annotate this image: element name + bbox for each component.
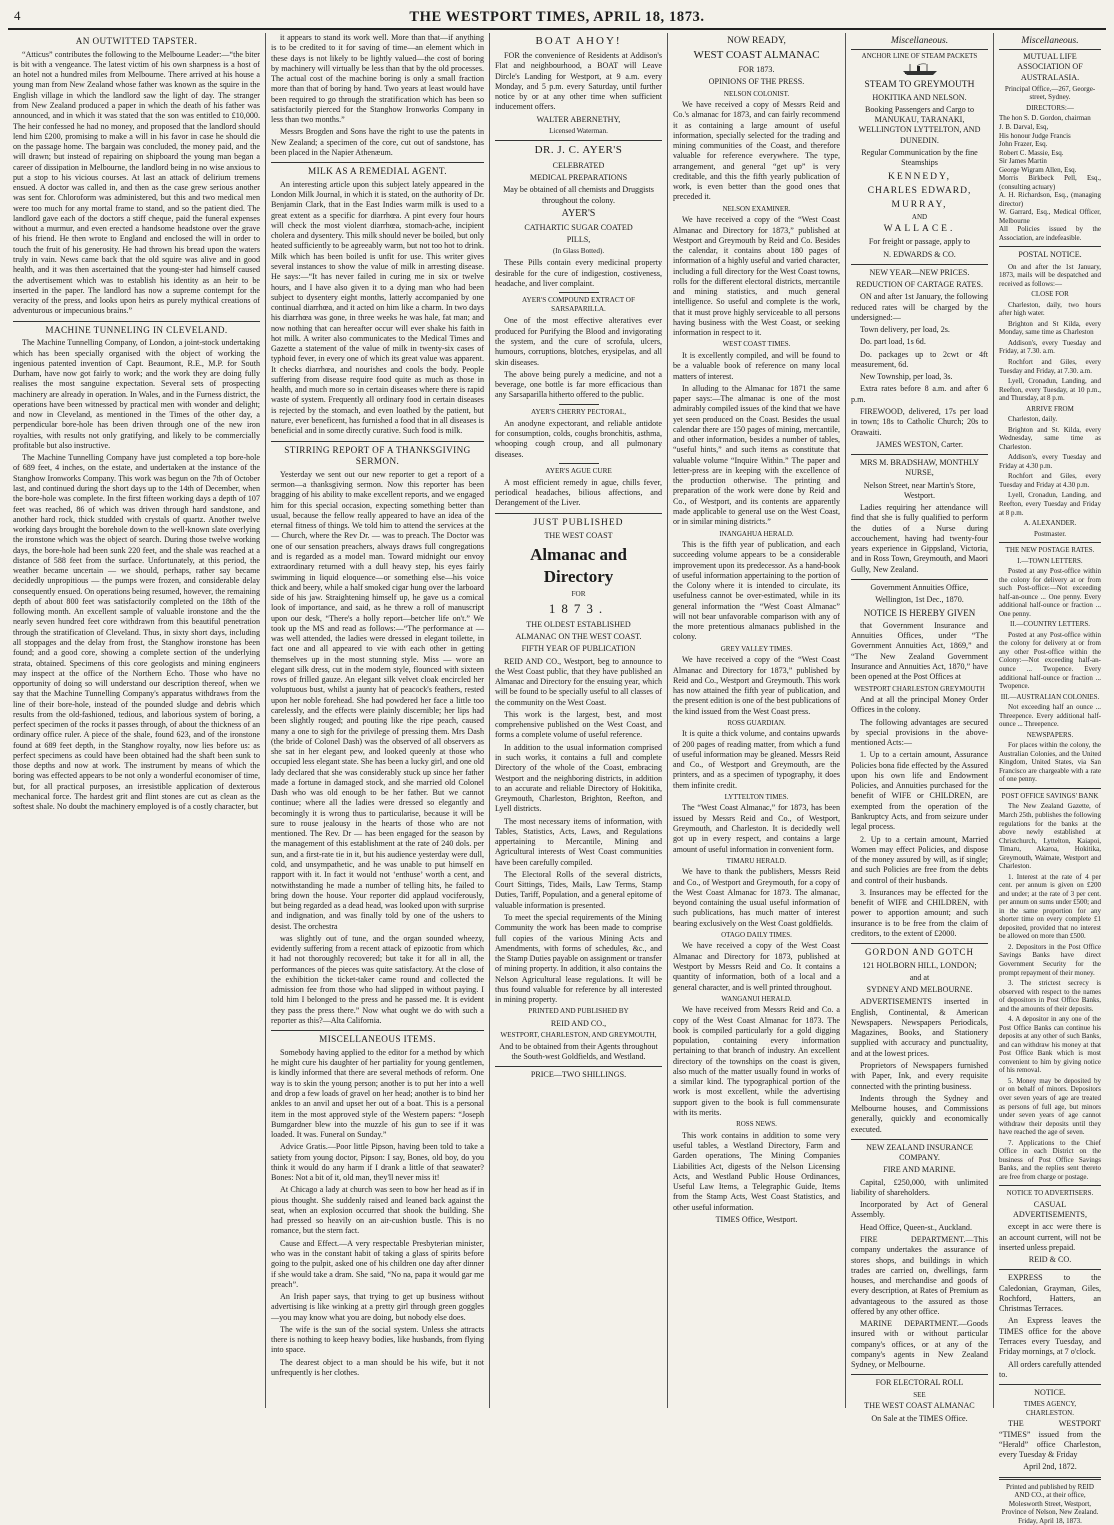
mail-line: Charleston, daily. xyxy=(1008,415,1058,424)
divider xyxy=(999,1185,1101,1186)
ad-heading: GORDON AND GOTCH xyxy=(864,947,974,958)
column-6 xyxy=(994,33,1106,1525)
ad-heading: JUST PUBLISHED xyxy=(533,517,624,528)
ad-text: THE WESTPORT “TIMES” issued from the “Herald” office Charleston, every Tuesday & Friday xyxy=(999,1419,1101,1460)
section-heading: Miscellaneous. xyxy=(1021,36,1079,46)
ad-text: And to be obtained from their Agents throughout the South-west Goldfields, and Westland. xyxy=(499,1041,658,1062)
ad-text: Indents through the Sydney and Melbourne houses, and Commissions generally, quickly and economically executed. xyxy=(851,1093,988,1134)
list-item: 1. Interest at the rate of 4 per cent. per annum is given on £200 and under; at the rate of 3 per cent. per annum on sums under £500; and in the same proportion for any shorter time on every complete £1 deposited, provided that no interest be allowed on more than £500. xyxy=(999,872,1101,941)
list-item: 4. A depositor in any one of the Post Office Banks can continue his deposits at any other of such Banks, and can withdraw his money at that Post Office Bank which is most convenient to him by giving notice of his removal. xyxy=(999,1015,1101,1075)
press-quote: This is the fifth year of publication, and each succeeding volume appears to be a considerable improvement upon its predecessor. As a hand-book of useful information appertaining to the portion of the Colony where it is intended to circulate, its usefulness cannot be over-estimated, while in its general information the “West Coast Almanac” will not bear unfavorable comparison with any of the more pretentious almanacs published in the colony. xyxy=(673,540,840,642)
ad-text: Principal Office,—267, George-street, Sydney. xyxy=(1004,84,1096,102)
divider xyxy=(851,579,988,580)
director: The hon S. D. Gordon, chairman xyxy=(999,114,1091,123)
divider xyxy=(559,404,599,405)
ad-text: EXPRESS to the Caledonian, Grayman, Giles, Rochford, Hatters, an Christmas Terraces. xyxy=(999,1273,1101,1314)
press-quote: We have received a copy of the West Coast Almanac and Directory for 1873, published at Westport by Messrs Reid and Co. It contains a quantity of information, both of a local and a general character, and is well printed throughout. xyxy=(673,941,840,992)
ad-text: A most efficient remedy in ague, chills fever, periodical headaches, bilious affections, and Derangement of the Liver. xyxy=(495,477,662,508)
article-paragraph: An interesting article upon this subject lately appeared in the London Milk Journal, in which it is stated, on the authority of Dr. Benjamin Clark, that in the East Indies warm milk is used to a great extent as a specific for diarrhœa. A pint every four hours will check the most violent diarrhœa, stomach-ache, incipient cholera and dysentery. This milk should never be boiled, but only heated sufficiently to be agreeably warm, but not too hot to drink. Milk which has been boiled is unfit for use. This writer gives several instances to show the value of milk in arresting disease. He says:—“It has never failed in curing me in six or twelve hours, and I have also given it to a dying man who had been subject to dysentery eight months, latterly accompanied by one continual diarrhœa, and it acted on him like a charm. In two days his diarrhœa was gone, in three weeks he was hale, fat man; and now nothing that can hereafter occur will ever shake his faith in hot milk. A writer also communicates to the Medical Times and Gazette a statement of the value of milk in twenty-six cases of typhoid fever, in every one of which its great value was apparent. It checks diarrhœa, and nourishes and cools the body. People suffering from disease require food quite as much as those in health, and much more so in certain diseases where there is rapid waste of system. Frequently all ordinary food in certain diseases is rejected by the stomach, and even loathed by the patient, but nature, ever beneficent, has furnished a food that in all diseases is beneficial and in some directly curative. Such food is milk. xyxy=(271,179,484,436)
ad-subheading: REDUCTION OF CARTAGE RATES. xyxy=(855,280,984,290)
ad-text: SEE xyxy=(913,1390,926,1399)
article-paragraph: Messrs Brogden and Sons have the right to use the patents in New Zealand; a specimen of the core, cut out of sandstone, has been placed in the Napier Athenæum. xyxy=(271,127,484,157)
ship-name: KENNEDY, xyxy=(887,171,952,182)
ad-subheading: III.—AUSTRALIAN COLONIES. xyxy=(1000,692,1100,701)
ad-subheading: TIMES AGENCY, CHARLESTON. xyxy=(1023,1400,1077,1417)
column-2 xyxy=(266,33,490,1408)
ad-text: ON and after 1st January, the following reduced rates will be charged by the undersigned:— xyxy=(851,292,988,322)
ad-text: Wellington, 1st Dec., 1870. xyxy=(875,595,964,605)
ad-text: WESTPORT CHARLESTON GREYMOUTH xyxy=(854,684,985,693)
divider xyxy=(851,454,988,455)
almanac-year: 1873. xyxy=(548,601,609,617)
ad-subheading: ALMANAC ON THE WEST COAST. xyxy=(515,632,642,642)
ad-heading: NOW READY, xyxy=(727,36,786,46)
list-item: 7. Applications to the Chief Office in each District on the business of Post Office Savings Banks, and the replies sent thereto are free from charge or postage. xyxy=(999,1138,1101,1181)
ad-text: This work is the largest, best, and most comprehensive published on the West Coast, and forms a complete volume of useful reference. xyxy=(495,709,662,740)
divider xyxy=(495,140,662,141)
list-item: 5. Money may be deposited by or on behalf of minors. Depositors over seven years of age are treated as persons of full age, but minors under seven years of age cannot withdraw their deposits until they have reached the age of seven. xyxy=(999,1076,1101,1137)
article-paragraph: Advice Gratis.—Poor little Pipson, having been told to take a satiety from young doctor, Pipson: I say, Bones, old boy, do you think it would do any harm if I drank a little of that seawater? Bones: Not a bit of it, old man, they'll never miss it! xyxy=(271,1142,484,1183)
divider xyxy=(271,162,484,163)
ad-signature: JAMES WESTON, Carter. xyxy=(876,439,963,449)
ad-text: Booking Passengers and Cargo to MANUKAU, TARANAKI, WELLINGTON LYTTELTON, AND DUNEDIN. xyxy=(858,104,981,145)
mail-line: Rochfort and Giles, every Tuesday and Friday at 4.30 p.m. xyxy=(999,472,1101,489)
rate-line: Do. packages up to 2cwt or 4ft measurement, 6d. xyxy=(851,349,988,369)
article-paragraph: Cause and Effect.—A very respectable Presbyterian minister, who was in the constant habit of taking a glass of spirits before going to the pulpit, asked one of his children one day after dinner if she would take a dram. She said, “No na, papa it would gar me preach”. xyxy=(271,1238,484,1289)
list-item: 2. Depositors in the Post Office Savings Banks have direct Government Security for the prompt repayment of their money. xyxy=(999,942,1101,977)
divider xyxy=(999,49,1101,50)
ad-text: FOR the convenience of Residents at Addison's Flat and neighbourhood, a BOAT will Leave Dircle's Landing for Westport, at 9 a.m. every Monday, and 5 p.m. every Saturday, until further notice by or at any other time when sufficient inducement offers. xyxy=(495,50,662,112)
rate-line: New Township, per load, 3s. xyxy=(860,372,953,382)
ad-signature-title: Postmaster. xyxy=(1033,529,1067,538)
ad-heading: THE NEW POSTAGE RATES. xyxy=(1005,546,1095,555)
column-5 xyxy=(846,33,994,1423)
ad-text: ADVERTISEMENTS inserted in English, Continental, & American Newspapers. Newspapers Periodicals, Magazines, Books, and Stationery supplied with accuracy and punctuality, and at the lowest prices. xyxy=(851,997,988,1058)
divider xyxy=(559,292,599,293)
page-number: 4 xyxy=(14,8,21,23)
ad-text: One of the most effective alteratives ever produced for Purifying the Blood and invigorating the system, and the cure of scrofula, ulcers, humours, corruptions, blotches, erysipelas, and all skin diseases. xyxy=(495,316,662,367)
ad-subheading: WESTPORT, CHARLESTON, AND GREYMOUTH, xyxy=(500,1030,657,1039)
list-item: 1. Up to a certain amount, Assurance Policies bona fide effected by the Assured upon his own life and Endowment Policies, and Annuities purchased for the benefit of WIFE or CHILDREN, are exempted from the operation of the Bankruptcy Acts, and from seizure under legal process. xyxy=(851,750,988,832)
newspaper-title: THE WESTPORT TIMES, APRIL 18, 1873. xyxy=(409,8,705,25)
press-quote: We have received a copy of Messrs Reid and Co.'s almanac for 1873, and can fairly recommend it as containing a large amount of useful information, specially selected for the trading and mining communities of the Coast, and therefore valuable for reference everywhere. The type, arrangement, and general “get up” is very creditable, and this the fifth yearly publication of work, is even better than the good ones that preceded it. xyxy=(673,100,840,202)
press-quote: This work contains in addition to some very useful tables, a Westland Directory, Farm and Garden operations, The Mining Companies Liabilities Act, digests of the Nelson Licensing Acts, and Westland Public House Ordinances, Useful Law Items, a Telegraphic Guide, Items from the Stamp Acts, West Coast Statistics, and other useful information. xyxy=(673,1130,840,1212)
ad-text: On Sale at the TIMES Office. xyxy=(871,1413,968,1423)
director: A. H. Richardson, Esq., (managing director) xyxy=(999,191,1101,208)
ad-subheading: SYDNEY AND MELBOURNE. xyxy=(866,985,973,995)
divider xyxy=(13,321,260,322)
rate-text: Posted at any Post-office within the colony for delivery at or from any other Post-office within the Colony:—Not exceeding half-an-ounce ... Twopence. Every additional half-ounce or fraction ... Twopence. xyxy=(999,630,1101,691)
press-source: ROSS NEWS. xyxy=(736,1120,777,1129)
ad-text: and at xyxy=(909,972,930,982)
ad-subheading: PILLS, xyxy=(566,234,591,244)
ad-text: FIRE DEPARTMENT.—This company undertakes the assurance of stores shops, and buildings in which trades are carried on, dwellings, farm houses, and merchandise and goods of every description, at Rates of Premium as advantageous to the assured as those offered by any other office. xyxy=(851,1234,988,1316)
ad-text: (In Glass Botted). xyxy=(552,247,605,256)
almanac-title: Almanac and Directory xyxy=(530,545,627,586)
ad-heading: NOTICE TO ADVERTISERS. xyxy=(1006,1189,1094,1198)
imprint: Printed and published by REID AND CO., at their office, Molesworth Street, Westport, Province of Nelson, New Zealand. Friday, April 18, 1873. xyxy=(1001,1482,1099,1525)
ad-signature: REID & CO. xyxy=(1028,1255,1072,1265)
ad-subheading: AYER'S xyxy=(561,208,596,219)
mail-line: Addison's, every Tuesday and Friday, at 7.30. a.m. xyxy=(999,338,1101,356)
section-heading: Miscellaneous. xyxy=(890,36,949,46)
ad-subheading: AYER'S AGUE CURE xyxy=(545,466,612,475)
ad-signature: TIMES Office, Westport. xyxy=(715,1214,798,1224)
mail-line: Addison's, every Tuesday and Friday at 4.30 p.m. xyxy=(999,453,1101,470)
ad-subheading: CLOSE FOR xyxy=(1031,290,1069,299)
director-list xyxy=(999,114,1101,242)
ad-subheading: Government Annuities Office, xyxy=(870,583,969,592)
ad-heading: ANCHOR LINE OF STEAM PACKETS xyxy=(861,52,978,61)
divider xyxy=(999,246,1101,247)
press-quote: It is quite a thick volume, and contains upwards of 200 pages of reading matter, from which a fund of useful information may be gleaned. Messrs Reid and Co., of Westport and Greymouth, are the printers, and as a specimen of typography, it does them infinite credit. xyxy=(673,729,840,790)
article-paragraph: Yesterday we sent out our new reporter to get a report of a sermon—a thanksgiving sermon. Now this reporter has been bragging of his ability to make excellent reports, and we engaged him for this special occasion, expecting something better than usual, because the fellow really appeared to have an idea of the eternal fitness of things. We told him to attend the services at the — Church, where the Rev Dr. — was to preach. The Doctor was one of our sensation preachers, always draws full congregations and is regarded as a model man. Toward midnight our envoy extraordinary returned with a dull heavy step, his eyes fairly swimming in liquid eloquence—or something else—his voice thick and beery, while a half smoked cigar hung over the larboard side of his jaw. Straightening himself up, he gave us a comical look of importance, and said, as he threw a roll of manuscript upon our desk, “There's a holly report—betcher life on't.” We took up the MS and read as follows:—“The performance at — was well attended, the ladies were dressed in elegant toilette, in fact one and all appeared to vie with each other in getting themselves up in the most stunning style. Miss — wore an elegant silk dress, cut in the modern style, flounced with sixteen rows of frilled gauze. An elegant silk velvet cloak encircled her voluptuous bust, whilst a jaunty hat of peacock's feathers, rested upon her noble forehead. She had powdered her face a little too carelessly, and the effects were plainly discernible; her lips had been slightly rouged; and pouting like the ripe peach, caused many a one to sigh for the privilege of pressing them. Mrs Dash (the bride of Colonel Dash) was the observed of all observers as she sat in her elegant pew, and looked queenly at those who occupied less elegant state. She has been a lucky girl, and one old lady declared that she was considerably stuck up since her father made a fortune in damaged stock, and she married old Colonel Dash who was old enough to be her father. But we cannot continue; where all the ladies were dressed so elegantly and becomingly it is wrong thus to particularise, because it will be sure to rouse jealousy in the hearts of those who are not mentioned. The Rev. Dr — has been engaged for the season by the management of this establishment at the rate of 240 dols. per sun, and a first-rate tie in it, but his audience yesterday were dull, cold, and unsympathetic, and he was unable to put himself en rapport with it. In fact it would not ‘enthuse’ worth a cent, and notwithstanding he made a number of telling hits, he failed to bring down the house. Your reporter did applaud vociferously, but being regarded as a dead head, was looked upon with surprise and indignation, and was finally told by one of the ushers to desist. The orchestra xyxy=(271,469,484,931)
article-paragraph: “Atticus” contributes the following to the Melbourne Leader:—“the biter is bit with a vengeance. The latest victim of his own sharpness is a host of an hotel not a hundred miles from Melbourne. There arrived at his house a young man from New Zealand whose father was known as the squire in the English village in which the landlord saw the light of day. The stranger from New Zealand produced a paper in which the death of his father was announced, and in which it was stated that the son was entitled to £10,000. The heir confessed he had no money, and proposed that the landlord should lend him £200, promising to make a will in his favor in case he should die on the passage home. The bargain was concluded, the money paid, and the will drawn; but instead of repairing on shipboard the young man began a career of dissipation in Melbourne, the landlord being in no wise anxious to put a stop to his vicious courses. At last an attack of delirium tremens ensued. A doctor was called in, and then as the case grew serious another was sent for. Chloroform was administered, but this and two medical men were too much for any mortal frame to stand, and so the patient died. The landlord gave each of the doctors a stiff cheque, paid the funeral expenses without a murmur, and even erected a handsome headstone over the grave of his friend. He then wrote to England and enclosed the will in order to touch the fruit of his generosity. He had thrown his bread upon the waters truly in vain. News came back that the old squire was alive and in good health, and it was then ascertained that the young-ster had himself caused the advertisement which was to establish his identity as an heir to be inserted in the paper. The landlord has now a supreme contempt for the veracity of the press, and looks upon heirs as purely mythical creations of adventurous or impecunious brains.” xyxy=(13,49,260,316)
columns xyxy=(8,33,1106,1525)
ad-signature: WALTER ABERNETHY, xyxy=(536,114,621,124)
article-paragraph: it appears to stand its work well. More than that—if anything is to be credited to it for saving of time—an element which in these days is not likely to be lightly valued—the cost of boring by machinery will virtually be less than that by the old processes. The actual cost of the machine boring is only a small fraction more than that of boring by hand. Two years at least would have been required to go through the stratification which has been so satisfactorily pierced for the Stanghow Ironworks Company in less than two months.” xyxy=(271,33,484,125)
divider xyxy=(271,441,484,442)
press-quote: We have received from Messrs Reid and Co. a copy of the West Coast Almanac for 1873. The book is compiled particularly for a gold digging population, containing every information pertaining to that branch of industry. An excellent directory of the townships on the coast is given, also much of the matter usually found in works of a similar kind. The typographical portion of the work is most excellent, while the advertising support given to the book is full commensurate with its merits. xyxy=(673,1005,840,1117)
masthead xyxy=(8,6,1106,30)
press-source: TIMARU HERALD. xyxy=(726,856,787,865)
ad-heading: FOR ELECTORAL ROLL xyxy=(875,1378,964,1388)
ship-name: MURRAY, xyxy=(891,199,948,210)
ad-subheading: DIRECTORS:— xyxy=(1026,103,1074,112)
ad-subheading: I.—TOWN LETTERS. xyxy=(1017,556,1083,565)
ad-text: The following advantages are secured by special provisions in the above-mentioned Acts:— xyxy=(851,717,988,748)
ad-subheading: PRINTED AND PUBLISHED BY xyxy=(528,1007,629,1016)
ad-text: On and after the 1st January, 1873, mails will be despatched and received as follows:— xyxy=(999,262,1101,288)
divider xyxy=(999,542,1101,543)
ad-subheading: HOKITIKA AND NELSON. xyxy=(872,92,967,102)
divider xyxy=(851,264,988,265)
steamship-icon xyxy=(901,63,939,77)
director: Robert C. Massie, Esq. xyxy=(999,148,1064,157)
ad-text: For freight or passage, apply to xyxy=(868,237,971,247)
director: J. B. Darval, Esq, xyxy=(999,122,1049,131)
mail-line: Brighton and St Kilda, every Monday, same time as Charleston xyxy=(999,319,1101,337)
ad-text: Capital, £250,000, with unlimited liability of shareholders. xyxy=(851,1177,988,1197)
mail-line: Brighton and St. Kilda, every Wednesday, same time as Charleston. xyxy=(999,425,1101,451)
ad-heading: POSTAL NOTICE. xyxy=(1018,250,1082,260)
list-item: 2. Up to a certain amount, Married Women may effect Policies, and dispose of the money assured by will, as if single; and such Policies are free from the debts and control of their husbands. xyxy=(851,834,988,885)
director: Morris Birkbeck Pell, Esq., (consulting actuary) xyxy=(999,174,1101,191)
ad-subheading: II.—COUNTRY LETTERS. xyxy=(1009,620,1091,629)
ad-signature: N. EDWARDS & CO. xyxy=(883,249,956,259)
ad-subheading: CATHARTIC SUGAR COATED xyxy=(524,222,633,232)
press-source: OTAGO DAILY TIMES. xyxy=(721,930,792,939)
ad-subheading: CASUAL ADVERTISEMENTS, xyxy=(1013,1199,1087,1220)
divider xyxy=(559,463,599,464)
ad-text: May be obtained of all chemists and Druggists throughout the colony. xyxy=(503,185,654,205)
ad-text: except in acc were there is an account current, will not be inserted unless prepaid. xyxy=(999,1222,1101,1252)
ad-heading: NOTICE. xyxy=(1034,1388,1066,1398)
ad-text: The Electoral Rolls of the several districts, Court Sittings, Tides, Mails, Law Terms, Stamp Duties, Tariff, Population, and a general epitome of valuable information is presented. xyxy=(495,869,662,910)
mail-line: Lyell, Cronadun, Landing, and Reefton, every Tuesday and Friday at 8 p.m. xyxy=(999,491,1101,517)
article-paragraph: At Chicago a lady at church was seen to bow her head as if in pious thought. She suddenly raised and leaned back against the seat, when an explosion occurred that shook the building. She had pressed so heavily on an air-cushion bustle. This is no romance, but the stern fact. xyxy=(271,1185,484,1236)
divider xyxy=(851,943,988,944)
ad-heading: WEST COAST ALMANAC xyxy=(693,49,820,62)
director: His honour Judge Francis xyxy=(999,131,1071,140)
article-paragraph: was slightly out of tune, and the organ sounded wheezy, evidently suffering from a recent attack of epizootic from which it had not thoroughly recovered; but take it for all in all, the performances of the pieces was quite satisfactory. At the close of the exhibition the ticket-taker came round and collected the admission fee from those who had slipped in without paying. I told him I belonged to the press and he passed me. It is evident they pass the press there.” Now what ought we do with such a reporter as this?—Alta California. xyxy=(271,933,484,1025)
divider xyxy=(271,1030,484,1031)
director: Sir James Martin xyxy=(999,157,1047,166)
ad-text: In addition to the usual information comprised in such works, it contains a full and complete Directory of the whole of the Coast, embracing Westport and the neighboring districts, in addition to an accurate and reliable Directory of Hokitika, Greymouth, Charleston, Brighton, Reefton, and Lyell districts. xyxy=(495,742,662,814)
ad-price: PRICE—TWO SHILLINGS. xyxy=(530,1070,627,1080)
ad-heading: STEAM TO GREYMOUTH xyxy=(864,79,975,90)
director: All Policies issued by the Association, are indefeasible. xyxy=(999,225,1101,242)
rate-text: Posted at any Post-office within the colony for delivery at or from such Post-office:—Not exceeding half-an-ounce ... One penny. Every additional half-ounce or fraction ... One penny. xyxy=(999,567,1101,618)
ad-subheading: AYER'S COMPOUND EXTRACT OF SARSAPARILLA. xyxy=(522,296,635,314)
press-source: WANGANUI HERALD. xyxy=(721,994,792,1003)
ad-subheading: FIRE AND MARINE. xyxy=(883,1165,956,1175)
ad-text: Incorporated by Act of General Assembly. xyxy=(851,1200,988,1220)
divider xyxy=(851,1374,988,1375)
divider xyxy=(999,1269,1101,1270)
column-3 xyxy=(490,33,668,1408)
ad-heading: MUTUAL LIFE ASSOCIATION OF AUSTRALASIA. xyxy=(1017,52,1083,82)
ad-heading: NEW ZEALAND INSURANCE COMPANY. xyxy=(866,1142,973,1163)
divider xyxy=(999,1384,1101,1385)
ad-signature: A. ALEXANDER. xyxy=(1023,519,1077,528)
list-item: 3. Insurances may be effected for the benefit of WIFE and CHILDREN, with power to apportion amount; and such insurance is to be free from the claim of creditors, to the extent of £2000. xyxy=(851,887,988,938)
ad-subheading: ARRIVE FROM xyxy=(1026,404,1074,413)
mail-line: Lyell, Cronadun, Landing, and Reefton, every Tuesday, at 10 p.m., and Thursday, at 8 p.m. xyxy=(999,377,1101,403)
ship-name: WALLACE. xyxy=(883,224,956,235)
list-item: 3. The strictest secrecy is observed with respect to the names of depositors in Post Office Banks, and the amounts of their deposits. xyxy=(999,979,1101,1013)
ad-text: REID AND CO., Westport, beg to announce to the West Coast public, that they have published an Almanac and Directory for the ensuing year, which will be found to be specially useful to all classes of the community on the West Coast. xyxy=(495,656,662,707)
ad-text: MARINE DEPARTMENT.—Goods insured with or without particular company's offices, or at any of the company's agents in New Zealand Sydney, or Melbourne. xyxy=(851,1319,988,1370)
divider xyxy=(495,513,662,514)
article-paragraph: The Machine Tunnelling Company, of London, a joint-stock undertaking which has been specially organised with the object of working the ingenious patented invention of Capt. Beaumont, R.E., M.P. for South Durham, have now got fairly to work; and the work they are doing fully realises the most sanguine expectation. Several sets of prospecting machinery are already in operation. In Wales, and in the Furness district, the operations have been witnessed by practical men with wonder and delight; and now in Cleveland, as mentioned in the Times of the other day, a perpendicular bore-hole has been driven through one of the new iron royalties, with results not only gratifying, and likely to be commercially profitable but also instructive. xyxy=(13,338,260,450)
rate-line: Town delivery, per load, 2s. xyxy=(860,325,950,335)
director: George Wigram Allen, Esq. xyxy=(999,165,1077,174)
ad-text: The New Zealand Gazette, of March 25th, publishes the following regulations for the banks at the above newly established at Christchurch, Lyttelton, Kaiapoi, Timaru, Akaroa, Hokitika, Greymouth, Waimate, Westport and Charleston. xyxy=(999,802,1101,871)
publisher-name: REID AND CO., xyxy=(550,1018,607,1028)
ad-heading: POST OFFICE SAVINGS' BANK xyxy=(1001,791,1099,800)
ad-text: An Express leaves the TIMES office for the above Terraces every Tuesday, and Friday mornings, at 7 o'clock. xyxy=(999,1316,1101,1357)
press-quote: We have received a copy of the “West Coast Almanac and Directory for 1873,” published by Reid and Co., Westport and Greymouth. This work has now attained the fifth year of publication, and the present edition is one of the best publications of the kind issued from the West Coast press. xyxy=(673,655,841,716)
ad-subheading: FOR xyxy=(571,590,586,599)
ad-subheading: OPINIONS OF THE PRESS. xyxy=(708,77,805,87)
ad-heading: DR. J. C. AYER'S xyxy=(534,143,623,156)
divider xyxy=(495,1066,662,1067)
column-1 xyxy=(8,33,266,1408)
article-heading: AN OUTWITTED TAPSTER. xyxy=(75,36,198,46)
ad-subheading: FOR 1873. xyxy=(738,65,775,75)
divider xyxy=(999,1477,1101,1480)
ad-subheading: 121 HOLBORN HILL, LONDON; xyxy=(862,960,977,970)
rate-line: FIREWOOD, delivered, 17s per load in town; 18s to Catholic Church; 20s to Orawaiti. xyxy=(851,407,988,437)
article-paragraph: Somebody having applied to the editor for a method by which he might cure his daughter of her partiality for young gentlemen, is kindly informed that there are several methods of reform. One way is to skin the young person; another is to put her into a well and drop a few loads of gravel on her head; another is to bind her ankles to an anvil and upset her out of a boat. This is a personal item in the most approved style of the Western papers: “Joseph Bumgardner blew into the muzzle of his gun to see if it was loaded. It was. Funeral on Sunday.” xyxy=(271,1047,484,1140)
ad-text: The above being purely a medicine, and not a beverage, one bottle is far more efficacious than any Sarsaparilla hitherto offered to the public. xyxy=(495,369,662,400)
ad-text: An anodyne expectorant, and reliable antidote for consumption, colds, coughs bronchitis, asthma, whooping cough croup, and all pulmonary diseases. xyxy=(495,418,662,459)
director: John Frazer, Esq. xyxy=(999,140,1048,149)
ad-text: To meet the special requirements of the Mining Community the work has been made to comprise full copies of the various Mining Acts and Amendments, with forms of schedules, &c., and the Stamp Duties payable on assignment or transfer of mining property. In addition, it also contains the Nelson Agricultural lease regulations. It will be thus found valuable for reference by all interested in mining property. xyxy=(495,913,663,1005)
ad-heading: NEW YEAR—NEW PRICES. xyxy=(869,267,970,277)
rate-line: Do. part load, 1s 6d. xyxy=(860,337,926,347)
ad-text: AND xyxy=(911,212,928,221)
ad-subheading: AYER'S CHERRY PECTORAL, xyxy=(530,407,627,416)
press-source: LYTTELTON TIMES. xyxy=(724,792,789,801)
ad-heading: MRS M. BRADSHAW, MONTHLY NURSE, xyxy=(860,458,979,478)
ship-name: CHARLES EDWARD, xyxy=(867,185,972,196)
ad-signature-title: Licensed Waterman. xyxy=(549,126,608,135)
press-source: ROSS GUARDIAN. xyxy=(727,718,786,727)
ad-text: All orders carefully attended to. xyxy=(999,1359,1101,1379)
ad-text: These Pills contain every medicinal property desirable for the cure of indigestion, costiveness, headache, and liver complaint. xyxy=(495,258,662,288)
press-source: NELSON COLONIST. xyxy=(723,89,790,98)
article-paragraph: An Irish paper says, that trying to get up business without advertising is like winking at a pretty girl through green goggles—you may know what you are doing, but nobody else does. xyxy=(271,1292,484,1322)
article-paragraph: The Machine Tunnelling Company have just completed a top bore-hole of 689 feet, 4 inches, on the estate, and undertaken at the instance of the Stanghow Ironworks Company. This work was begun on the 7th of October last, and continued during the short days up to the 14th of December, when the bore-hole was complete. In the first fifteen working days a depth of 107 feet was reached, 86 of which was driven through hard sandstone, and another hard rock, thick studded with crystals of quartz. Another twelve working days brought the borehole down to the well-known slate overlying the ironstone which was the object of search. During those twelve working days, the bore-hole had been sunk 220 feet, and the shale was reached at a distance of 588 feet from the surface. Unfortunately, at this period, the weather became uncertain — we should, perhaps, rather say became decidedly unpropitious — the pumps were frozen, and considerable delay consequently ensued. On operations being resumed, however, the remaining depth of about 800 feet was satisfactorily completed on the 18th of the following month. An excellent sample of valuable ironstone and the the nearly seven hundred feet core withdrawn from this beautiful penetration through the stratification of Cleveland. Thus, in sixty short days, including all stoppages and the delay from frost, the Stanghow ironstone has been found; and a good core, showing a complete section of the underlying strata, obtained. Specimens of this core geologists and mining engineers may inspect at the office of the Northern Echo. Those who have no opportunity of doing so will understand our description thereof, when we say that the Machine Tunnelling Company's apparatus withdraws from the line of their bore-hole, instead of the pounded sludge and debris which results from the old-fashioned, tedious, and laborious system of boring, a perfect specimen of the rocks it passes through, of about the thickness of an ordinary office ruler. A piece of the shale, found 623, and of the ironstone found at 689 feet depth, in the Stanghow royalty, now lies before us: as perfect specimens as could have been obtained had the shaft been sunk to those depths and now at work. The instrument by means of which the boring was effected appears to be not only a wonderful economiser of time, but, for all practical purposes, an irresistible application of dexterous mechanical force. The hardest grit and flint stones are cut as clean as the softest shale. No doubt the machinery employed is of a costly character, but xyxy=(13,453,260,812)
press-quote: The “West Coast Almanac,” for 1873, has been issued by Messrs Reid and Co., of Westport, Greymouth, and Charleston. It is decidedly well got up in every respect, and contains a large amount of useful information in convenient form. xyxy=(673,803,840,854)
press-quote: We have to thank the publishers, Messrs Reid and Co., of Westport and Greymouth, for a copy of the West Coast Almanac for 1873. The almanac, beyond containing the usual useful information of such publications, has much matter of interest bearing exclusively on the West Coast goldfields. xyxy=(673,867,840,928)
divider xyxy=(851,1139,988,1140)
article-heading: MACHINE TUNNELING IN CLEVELAND. xyxy=(45,324,228,335)
article-paragraph: The wife is the sun of the social system. Unless she attracts there is nothing to keep heavy bodies, like husbands, from flying into space. xyxy=(271,1324,484,1355)
ad-text: Head Office, Queen-st., Auckland. xyxy=(860,1222,972,1232)
ad-text: Regular Communication by the fine Steamships xyxy=(861,147,978,168)
ad-text: Proprietors of Newspapers furnished with Paper, Ink, and every requisite connected with the printing business. xyxy=(851,1061,988,1091)
director: W. Garrard, Esq., Medical Officer, Melbourne xyxy=(999,208,1101,225)
ad-heading: NOTICE IS HEREBY GIVEN xyxy=(863,607,976,618)
ad-heading: BOAT AHOY! xyxy=(535,35,622,47)
mail-line: Charleston, daily, two hours after high water. xyxy=(999,300,1101,318)
press-quote: It is excellently compiled, and will be found to be a valuable book of reference on many local matters of interest. xyxy=(673,351,840,381)
ad-text: And at all the principal Money Order Offices in the colony. xyxy=(851,695,988,715)
ad-subheading: MEDICAL PREPARATIONS xyxy=(529,173,628,183)
ad-subheading: CELEBRATED xyxy=(552,160,605,170)
mail-line: Rochfort and Giles, every Tuesday and Friday, at 7.30. a.m. xyxy=(999,358,1101,375)
press-source: INANGAHUA HERALD. xyxy=(719,529,794,538)
press-source: WEST COAST TIMES. xyxy=(722,340,791,349)
column-4 xyxy=(668,33,846,1408)
press-source: GREY VALLEY TIMES. xyxy=(720,644,793,653)
article-paragraph: The dearest object to a man should be his wife, but it not unfrequently is her clothes. xyxy=(271,1357,484,1377)
rate-line: Extra rates before 8 a.m. and after 6 p.m. xyxy=(851,384,988,404)
ad-subheading: FIFTH YEAR OF PUBLICATION xyxy=(521,644,636,654)
rate-text: Not exceeding half an ounce ... Threepence. Every additional half-ounce ... Threepence. xyxy=(999,703,1101,729)
ad-date: April 2nd, 1872. xyxy=(1023,1462,1077,1472)
divider xyxy=(999,788,1101,789)
ad-text: Ladies requiring her attendance will find that she is fully qualified to perform the duties of a Nurse during accouchement, having had twenty-four years experience in Gippsland, Victoria, and in Ross Town, Greymouth, and Maori Gully, New Zealand. xyxy=(851,503,988,574)
article-heading: STIRRING REPORT OF A THANKSGIVING SERMON. xyxy=(284,444,471,467)
rate-text: For places within the colony, the Australian Colonies, and the United Kingdom, United States, via San Francisco are chargeable with a rate of one penny. xyxy=(999,741,1101,784)
ad-heading: THE WEST COAST ALMANAC xyxy=(864,1401,975,1411)
article-heading: MISCELLANEOUS ITEMS. xyxy=(319,1034,436,1045)
press-source: NELSON EXAMINER. xyxy=(722,204,791,213)
divider xyxy=(851,49,988,50)
ad-subheading: THE OLDEST ESTABLISHED xyxy=(526,619,631,629)
press-quote: We have received a copy of the “West Coast Almanac and Directory for 1873,” published at Westport and Greymouth by Reid and Co. Besides the calendar, it contains about 180 pages of information of a highly useful and varied character, including a full directory for the West Coast towns, rolls for the different electoral districts, mercantile and mining statistics, and much general intelligence. So useful and complete is the work, that it must prove highly serviceable to all persons having business with the West Coast, or seeking information in respect to it. xyxy=(673,215,840,338)
ad-subheading: NEWSPAPERS. xyxy=(1026,730,1074,739)
ad-text: Nelson Street, near Martin's Store, Westport. xyxy=(863,480,976,500)
ad-subheading: THE WEST COAST xyxy=(544,530,613,540)
ad-text: that Government Insurance and Annuities Offices, under “The Government Annuities Act, 1869,” and “The New Zealand Government Insurance and Annuities Act, 1870,” have been opened at the Post Offices at xyxy=(851,620,988,682)
ad-text: The most necessary items of information, with Tables, Statistics, Acts, Laws, and Regulations appertaining to Mercantile, Mining and Agricultural interests of West Coast communities have been carefully compiled. xyxy=(495,816,662,867)
press-quote: In alluding to the Almanac for 1871 the same paper says:—The almanac is one of the most admirably compiled issues of the kind that we have yet seen produced on the Coast. Besides the usual calendar there are 150 pages of mining, mercantile, and other information, besides a number of tables, “useful hints,” and such items as constitute that valuable volume “Inquire Within.” The paper and letter-press are in keeping with the excellence of the production otherwise. The printing and preparation of the work were done by Reid and Co., of Westport, and its contents are apparently made applicable to general use on the West Coast, or in similar mining districts.” xyxy=(673,383,840,527)
article-heading: MILK AS A REMEDIAL AGENT. xyxy=(308,166,447,177)
